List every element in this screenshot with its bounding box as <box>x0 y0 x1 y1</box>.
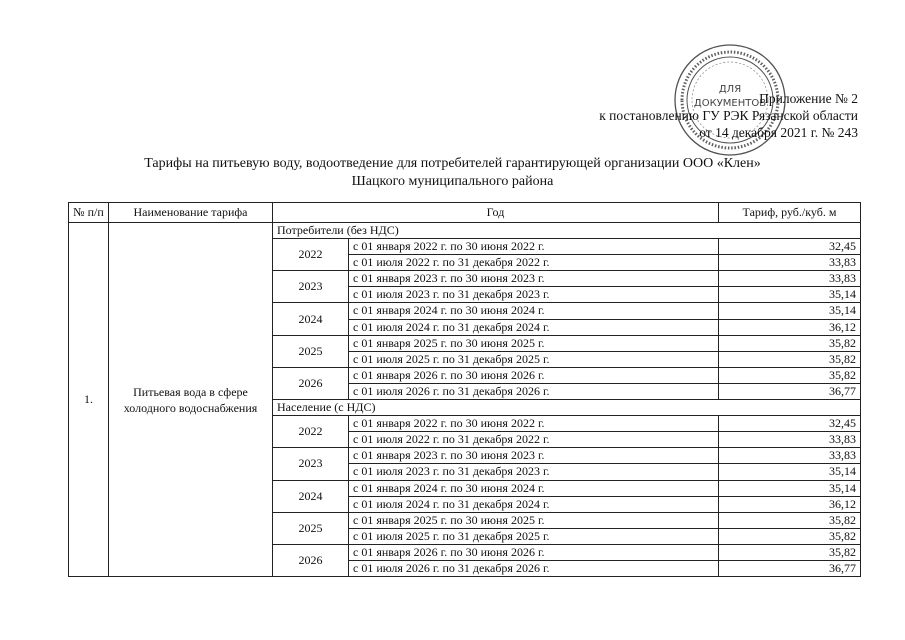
table-body <box>69 223 861 577</box>
tariff-value-cell: 36,77 <box>719 383 861 399</box>
tariff-value-cell: 32,45 <box>719 239 861 255</box>
period-cell: с 01 января 2025 г. по 30 июня 2025 г. <box>349 335 719 351</box>
tariff-value-cell: 36,12 <box>719 319 861 335</box>
tariff-value-cell: 35,14 <box>719 303 861 319</box>
title-line-1: Тарифы на питьевую воду, водоотведение для потребителей гарантирующей организации ООО «Клен» <box>144 156 761 171</box>
period-cell: с 01 июля 2024 г. по 31 декабря 2024 г. <box>349 319 719 335</box>
tariff-value-cell: 36,12 <box>719 496 861 512</box>
row-number: 1. <box>69 223 109 577</box>
header-year: Год <box>273 203 719 223</box>
tariff-value-cell: 35,82 <box>719 351 861 367</box>
tariff-value-cell: 33,83 <box>719 432 861 448</box>
group-row <box>69 223 861 239</box>
period-cell: с 01 июля 2026 г. по 31 декабря 2026 г. <box>349 560 719 576</box>
year-cell: 2026 <box>273 367 349 399</box>
period-cell: с 01 января 2026 г. по 30 июня 2026 г. <box>349 544 719 560</box>
period-cell: с 01 января 2023 г. по 30 июня 2023 г. <box>349 271 719 287</box>
appendix-number: Приложение № 2 <box>759 91 858 106</box>
year-cell: 2022 <box>273 239 349 271</box>
header-tariff: Тариф, руб./куб. м <box>719 203 861 223</box>
period-cell: с 01 июля 2025 г. по 31 декабря 2025 г. <box>349 528 719 544</box>
tariff-name-line-1: Питьевая вода в сфере <box>133 384 248 399</box>
year-cell: 2024 <box>273 480 349 512</box>
document-title <box>0 155 905 191</box>
period-cell: с 01 января 2023 г. по 30 июня 2023 г. <box>349 448 719 464</box>
tariff-value-cell: 33,83 <box>719 271 861 287</box>
period-cell: с 01 июля 2023 г. по 31 декабря 2023 г. <box>349 287 719 303</box>
tariff-value-cell: 35,82 <box>719 335 861 351</box>
period-cell: с 01 июля 2022 г. по 31 декабря 2022 г. <box>349 432 719 448</box>
tariff-name <box>109 223 273 577</box>
table-header-row <box>69 203 861 223</box>
period-cell: с 01 января 2022 г. по 30 июня 2022 г. <box>349 416 719 432</box>
year-cell: 2023 <box>273 448 349 480</box>
period-cell: с 01 января 2022 г. по 30 июня 2022 г. <box>349 239 719 255</box>
period-cell: с 01 июля 2024 г. по 31 декабря 2024 г. <box>349 496 719 512</box>
period-cell: с 01 января 2026 г. по 30 июня 2026 г. <box>349 367 719 383</box>
period-cell: с 01 июля 2025 г. по 31 декабря 2025 г. <box>349 351 719 367</box>
appendix-header <box>599 90 858 141</box>
tariff-value-cell: 36,77 <box>719 560 861 576</box>
tariff-value-cell: 35,82 <box>719 544 861 560</box>
tariff-value-cell: 33,83 <box>719 448 861 464</box>
header-name: Наименование тарифа <box>109 203 273 223</box>
year-cell: 2025 <box>273 512 349 544</box>
svg-text:ДЛЯ: ДЛЯ <box>718 84 742 95</box>
group-label: Население (с НДС) <box>273 400 861 416</box>
svg-text:ДОКУМЕНТОВ: ДОКУМЕНТОВ <box>693 98 767 109</box>
period-cell: с 01 июля 2023 г. по 31 декабря 2023 г. <box>349 464 719 480</box>
tariff-value-cell: 32,45 <box>719 416 861 432</box>
group-label: Потребители (без НДС) <box>273 223 861 239</box>
period-cell: с 01 января 2025 г. по 30 июня 2025 г. <box>349 512 719 528</box>
year-cell: 2024 <box>273 303 349 335</box>
tariff-value-cell: 35,82 <box>719 367 861 383</box>
tariff-value-cell: 35,14 <box>719 480 861 496</box>
tariff-value-cell: 33,83 <box>719 255 861 271</box>
period-cell: с 01 января 2024 г. по 30 июня 2024 г. <box>349 480 719 496</box>
appendix-reference: к постановлению ГУ РЭК Рязанской области <box>599 108 858 123</box>
tariff-value-cell: 35,82 <box>719 512 861 528</box>
appendix-date: от 14 декабря 2021 г. № 243 <box>699 125 858 140</box>
period-cell: с 01 января 2024 г. по 30 июня 2024 г. <box>349 303 719 319</box>
tariff-value-cell: 35,14 <box>719 287 861 303</box>
year-cell: 2023 <box>273 271 349 303</box>
header-num: № п/п <box>69 203 109 223</box>
tariff-value-cell: 35,82 <box>719 528 861 544</box>
title-line-2: Шацкого муниципального района <box>351 174 554 189</box>
period-cell: с 01 июля 2022 г. по 31 декабря 2022 г. <box>349 255 719 271</box>
year-cell: 2026 <box>273 544 349 576</box>
tariff-value-cell: 35,14 <box>719 464 861 480</box>
period-cell: с 01 июля 2026 г. по 31 декабря 2026 г. <box>349 383 719 399</box>
tariff-table <box>68 202 861 577</box>
tariff-name-line-2: холодного водоснабжения <box>123 400 258 415</box>
year-cell: 2022 <box>273 416 349 448</box>
year-cell: 2025 <box>273 335 349 367</box>
